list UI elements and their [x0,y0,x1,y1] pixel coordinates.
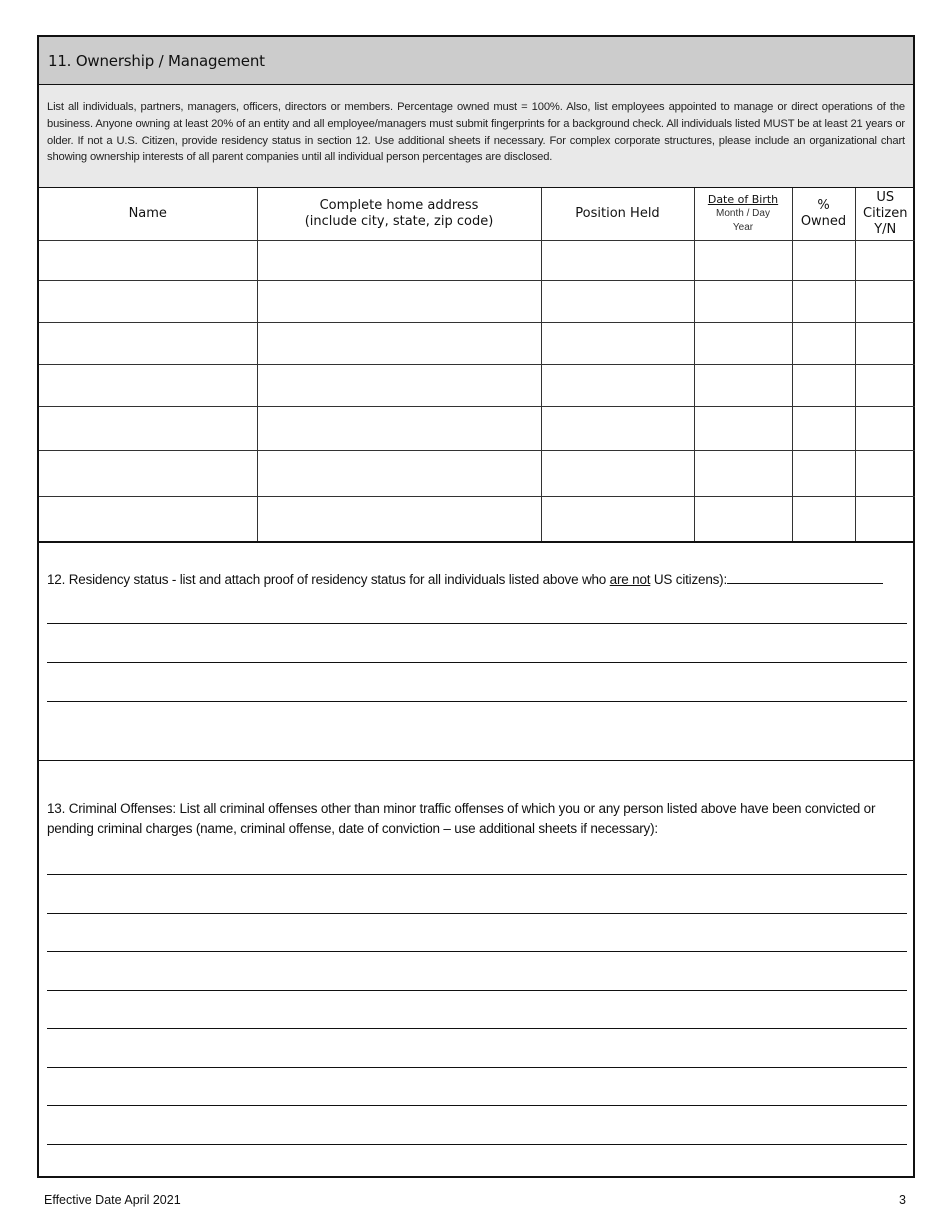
residency-answer-line[interactable] [47,662,907,663]
dob-cell[interactable] [694,450,792,496]
address-cell[interactable] [257,450,541,496]
table-row [39,322,915,364]
address-cell[interactable] [257,364,541,406]
table-row [39,240,915,280]
offense-answer-line[interactable] [47,1105,907,1106]
table-row [39,364,915,406]
section-12-prompt: 12. Residency status - list and attach proof of residency status for all individuals listed above who are not US citizens): [47,570,907,587]
citizen-cell[interactable] [855,496,915,542]
citizen-cell[interactable] [855,322,915,364]
name-cell[interactable] [39,322,257,364]
address-cell[interactable] [257,322,541,364]
offense-answer-line[interactable] [47,1067,907,1068]
owned-cell[interactable] [792,240,855,280]
offense-answer-line[interactable] [47,1028,907,1029]
dob-cell[interactable] [694,406,792,450]
column-header-position: Position Held [541,188,694,240]
column-header-dob: Date of Birth Month / Day Year [694,188,792,240]
name-cell[interactable] [39,406,257,450]
ownership-table-header-row [39,188,915,240]
owned-cell[interactable] [792,496,855,542]
owned-cell[interactable] [792,450,855,496]
section-12-residency [39,543,913,761]
position-cell[interactable] [541,322,694,364]
form-frame [37,35,915,1178]
column-header-us-citizen: US Citizen Y/N [855,188,915,240]
position-cell[interactable] [541,280,694,322]
column-header-percent-owned: % Owned [792,188,855,240]
name-cell[interactable] [39,240,257,280]
dob-cell[interactable] [694,364,792,406]
section-13-criminal-offenses [39,761,913,1177]
column-header-name: Name [39,188,257,240]
address-cell[interactable] [257,240,541,280]
citizen-cell[interactable] [855,280,915,322]
address-cell[interactable] [257,406,541,450]
effective-date: Effective Date April 2021 [44,1193,181,1207]
dob-cell[interactable] [694,240,792,280]
table-row [39,406,915,450]
table-row [39,496,915,542]
offense-answer-line[interactable] [47,951,907,952]
dob-cell[interactable] [694,322,792,364]
position-cell[interactable] [541,240,694,280]
citizen-cell[interactable] [855,450,915,496]
address-cell[interactable] [257,496,541,542]
offense-answer-line[interactable] [47,913,907,914]
owned-cell[interactable] [792,322,855,364]
owned-cell[interactable] [792,406,855,450]
name-cell[interactable] [39,364,257,406]
table-row [39,450,915,496]
position-cell[interactable] [541,496,694,542]
offense-answer-line[interactable] [47,990,907,991]
position-cell[interactable] [541,406,694,450]
dob-cell[interactable] [694,280,792,322]
page-number: 3 [899,1193,906,1207]
address-cell[interactable] [257,280,541,322]
section-11-title: 11. Ownership / Management [48,51,265,70]
position-cell[interactable] [541,364,694,406]
residency-inline-answer-line[interactable] [727,570,883,584]
column-header-address: Complete home address (include city, state, zip code) [257,188,541,240]
citizen-cell[interactable] [855,406,915,450]
name-cell[interactable] [39,496,257,542]
citizen-cell[interactable] [855,364,915,406]
ownership-table [39,188,915,543]
section-13-prompt: 13. Criminal Offenses: List all criminal offenses other than minor traffic offenses of which you or any person listed above have been convicted or pending criminal charges (name, criminal offense, date of conviction – use additional sheets if necessary): [47,801,876,836]
table-row [39,280,915,322]
section-11-header [39,37,913,85]
name-cell[interactable] [39,280,257,322]
offense-answer-line[interactable] [47,874,907,875]
dob-cell[interactable] [694,496,792,542]
owned-cell[interactable] [792,280,855,322]
section-11-instructions: List all individuals, partners, managers, officers, directors or members. Percentage owned must = 100%. Also, list employees appointed to manage or direct operations of the business. Anyone owning at least 20% of an entity and all employee/managers must submit fingerprints for a background check. All individuals listed MUST be at least 21 years or older. If not a U.S. Citizen, provide residency status in section 12. Use additional sheets if necessary. For complex corporate structures, please include an organizational chart showing ownership interests of all parent companies until all individual person percentages are disclosed. [39,85,913,188]
position-cell[interactable] [541,450,694,496]
name-cell[interactable] [39,450,257,496]
offense-answer-line[interactable] [47,1144,907,1145]
citizen-cell[interactable] [855,240,915,280]
residency-answer-line[interactable] [47,623,907,624]
residency-answer-line[interactable] [47,701,907,702]
owned-cell[interactable] [792,364,855,406]
